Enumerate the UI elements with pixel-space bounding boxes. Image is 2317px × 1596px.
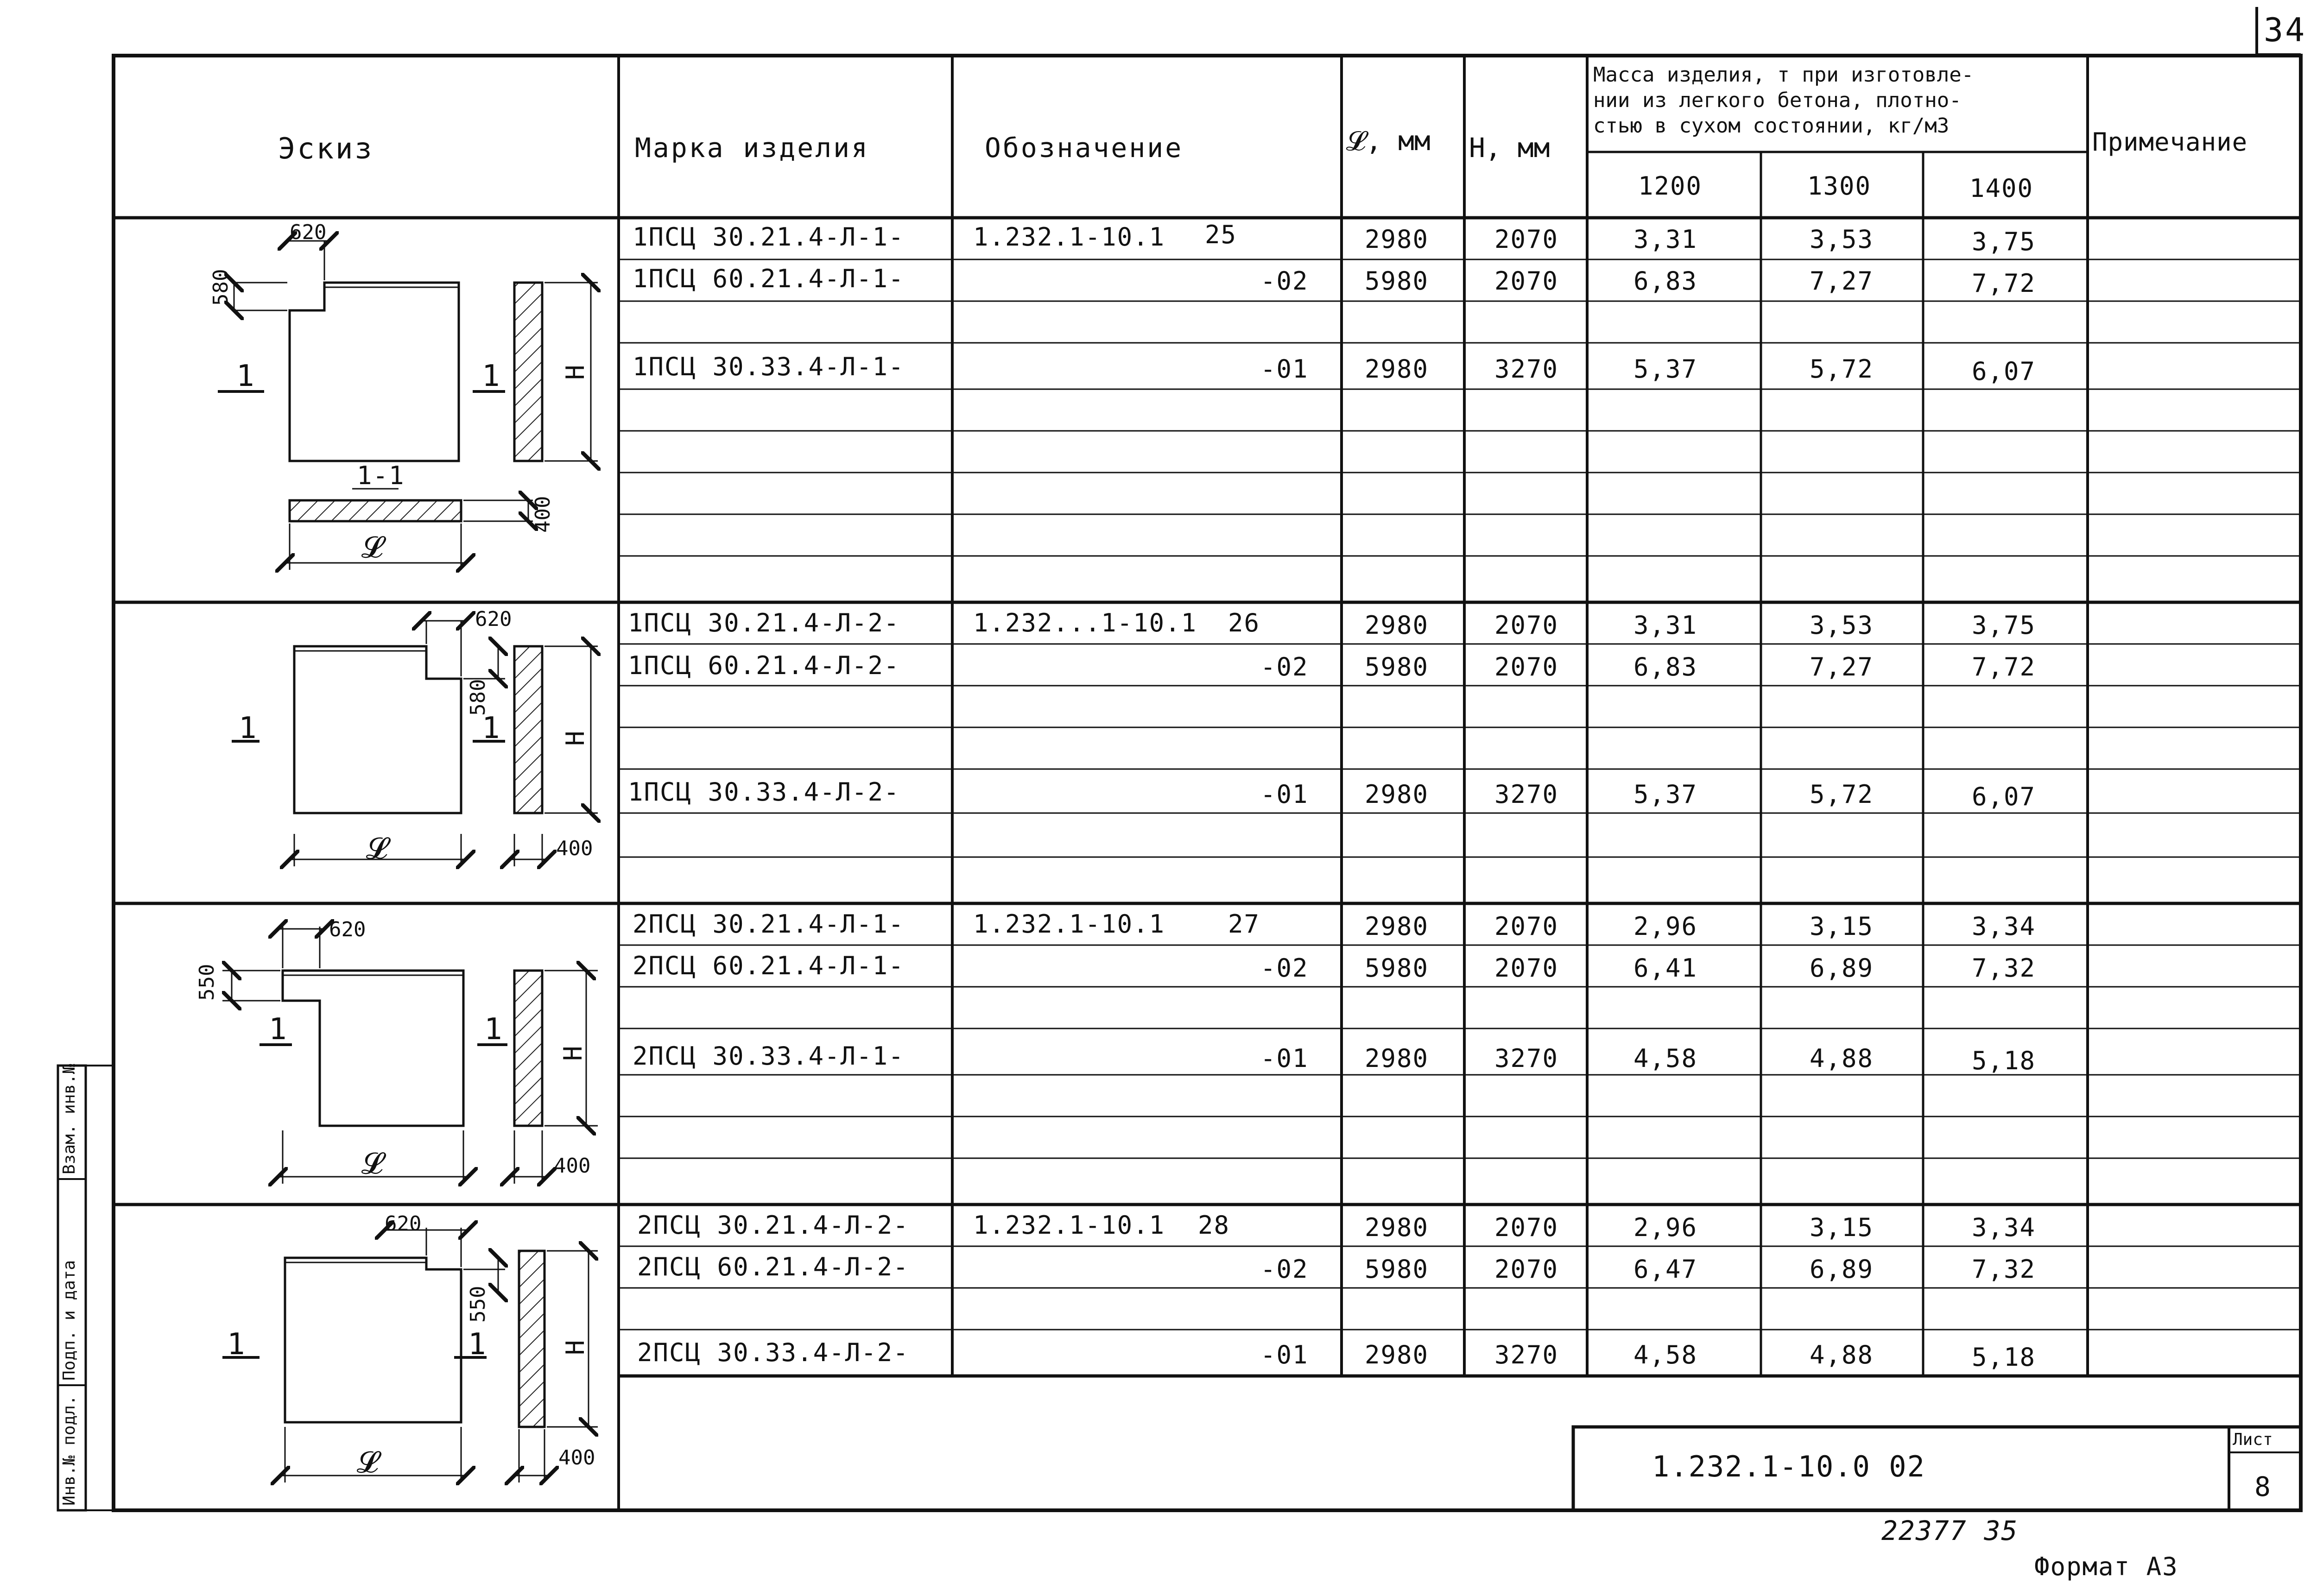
row-mark: 1ПСЦ 60.21.4-Л-2- <box>628 651 900 680</box>
dim-580: 580 <box>466 679 490 716</box>
row-mass-1300: 5,72 <box>1810 354 1874 384</box>
header-density-1300: 1300 <box>1807 171 1872 201</box>
row-sheet-ref: 28 <box>1198 1211 1230 1240</box>
row-mass-1400: 5,18 <box>1972 1343 2036 1372</box>
page-number: 34 <box>2264 11 2307 49</box>
row-length: 2980 <box>1365 225 1429 254</box>
header-designation: Обозначение <box>985 132 1184 164</box>
dim-400: 400 <box>556 837 593 860</box>
sketch-4 <box>222 1228 598 1482</box>
section-mark: 1 <box>468 1327 487 1362</box>
row-length: 5980 <box>1365 1255 1429 1284</box>
row-sheet-ref: 27 <box>1228 909 1260 939</box>
section-mark: 1 <box>482 711 501 745</box>
row-sheet-ref: 26 <box>1228 608 1260 637</box>
height-symbol: Н <box>561 730 590 746</box>
row-mark: 2ПСЦ 30.21.4-Л-2- <box>637 1211 909 1240</box>
row-mass-1400: 5,18 <box>1972 1046 2036 1075</box>
row-height: 3270 <box>1494 1044 1559 1073</box>
row-mass-1300: 7,27 <box>1810 652 1874 681</box>
row-height: 2070 <box>1494 611 1559 640</box>
row-mass-1200: 4,58 <box>1633 1340 1698 1369</box>
row-mass-1300: 7,27 <box>1810 266 1874 296</box>
row-length: 5980 <box>1365 266 1429 296</box>
title-block-sheet-label: Лист <box>2233 1430 2273 1449</box>
row-mass-1200: 6,83 <box>1633 652 1698 681</box>
header-sketch: Эскиз <box>278 132 374 165</box>
row-height: 2070 <box>1494 652 1559 681</box>
row-mass-1300: 6,89 <box>1810 1255 1874 1284</box>
row-height: 2070 <box>1494 1255 1559 1284</box>
row-mark: 2ПСЦ 30.33.4-Л-2- <box>637 1338 909 1367</box>
row-mass-1300: 3,53 <box>1810 225 1874 254</box>
row-length: 2980 <box>1365 354 1429 384</box>
row-mass-1400: 7,32 <box>1972 1255 2036 1284</box>
row-mass-1200: 3,31 <box>1633 225 1698 254</box>
header-mass-title-2: нии из легкого бетона, плотно- <box>1593 88 1962 112</box>
dim-580: 580 <box>209 269 233 306</box>
header-length: 𝓛, мм <box>1346 125 1431 157</box>
row-mass-1200: 3,31 <box>1633 611 1698 640</box>
row-mark: 2ПСЦ 30.33.4-Л-1- <box>633 1041 905 1071</box>
header-mass-title-1: Масса изделия, т при изготовле- <box>1593 63 1974 87</box>
row-mass-1300: 4,88 <box>1810 1340 1874 1369</box>
row-mass-1200: 6,47 <box>1633 1255 1698 1284</box>
row-mass-1200: 5,37 <box>1633 354 1698 384</box>
row-length: 2980 <box>1365 611 1429 640</box>
row-height: 3270 <box>1494 1340 1559 1369</box>
row-mass-1200: 2,96 <box>1633 912 1698 941</box>
row-mass-1300: 6,89 <box>1810 953 1874 983</box>
header-note: Примечание <box>2092 127 2248 157</box>
row-mark: 2ПСЦ 60.21.4-Л-2- <box>637 1252 909 1281</box>
row-length: 2980 <box>1365 1340 1429 1369</box>
dim-550: 550 <box>195 964 219 1001</box>
dim-550: 550 <box>466 1286 490 1323</box>
row-designation: -02 <box>1260 652 1309 681</box>
row-height: 3270 <box>1494 354 1559 384</box>
row-designation: -01 <box>1260 1044 1309 1073</box>
row-mass-1200: 4,58 <box>1633 1044 1698 1073</box>
dim-400: 400 <box>531 496 555 533</box>
row-length: 2980 <box>1365 912 1429 941</box>
dim-400: 400 <box>558 1446 595 1470</box>
section-mark: 1 <box>484 1012 503 1047</box>
row-designation: -01 <box>1260 1340 1309 1369</box>
header-density-1200: 1200 <box>1638 171 1703 201</box>
row-length: 2980 <box>1365 1213 1429 1242</box>
row-mass-1400: 7,72 <box>1972 652 2036 681</box>
length-symbol: 𝓛 <box>366 832 389 866</box>
row-height: 3270 <box>1494 780 1559 809</box>
height-symbol: Н <box>561 364 590 380</box>
row-mass-1400: 3,34 <box>1972 1213 2036 1242</box>
dim-620: 620 <box>290 221 327 244</box>
row-mass-1200: 5,37 <box>1633 780 1698 809</box>
row-height: 2070 <box>1494 1213 1559 1242</box>
section-title: 1-1 <box>357 461 405 490</box>
row-designation: 1.232.1-10.1 <box>973 909 1165 939</box>
stamp-sign-date: Подп. и дата <box>60 1260 79 1381</box>
row-length: 2980 <box>1365 780 1429 809</box>
header-mass-title-3: стью в сухом состоянии, кг/м3 <box>1593 114 1950 138</box>
stamp-replaced-inv: Взам. инв.№ <box>60 1064 79 1174</box>
row-designation: -02 <box>1260 953 1309 983</box>
row-designation: -02 <box>1260 1255 1309 1284</box>
title-block-designation: 1.232.1-10.0 02 <box>1652 1450 1925 1483</box>
row-mass-1400: 3,75 <box>1972 611 2036 640</box>
row-mark: 1ПСЦ 30.21.4-Л-2- <box>628 608 900 637</box>
title-block-sheet-number: 8 <box>2254 1471 2272 1502</box>
dim-400: 400 <box>554 1154 591 1178</box>
order-number: 22377 35 <box>1881 1515 2019 1546</box>
row-mark: 2ПСЦ 60.21.4-Л-1- <box>633 951 905 980</box>
row-mass-1400: 7,72 <box>1972 269 2036 298</box>
row-mass-1200: 2,96 <box>1633 1213 1698 1242</box>
row-mass-1400: 6,07 <box>1972 357 2036 386</box>
row-mass-1400: 7,32 <box>1972 953 2036 983</box>
header-mark: Марка изделия <box>635 132 869 164</box>
height-symbol: Н <box>558 1045 588 1061</box>
section-mark: 1 <box>227 1327 246 1362</box>
row-mass-1400: 3,75 <box>1972 227 2036 256</box>
dim-620: 620 <box>329 918 366 941</box>
row-height: 2070 <box>1494 266 1559 296</box>
row-mass-1300: 3,53 <box>1810 611 1874 640</box>
length-symbol: 𝓛 <box>361 530 384 565</box>
row-mark: 2ПСЦ 30.21.4-Л-1- <box>633 909 905 939</box>
row-designation: -01 <box>1260 780 1309 809</box>
row-length: 5980 <box>1365 652 1429 681</box>
row-mark: 1ПСЦ 60.21.4-Л-1- <box>633 264 905 293</box>
row-designation: -02 <box>1260 266 1309 296</box>
row-mark: 1ПСЦ 30.33.4-Л-2- <box>628 777 900 807</box>
row-mass-1400: 6,07 <box>1972 782 2036 811</box>
row-height: 2070 <box>1494 953 1559 983</box>
stamp-inv-orig: Инв.№ подл. <box>60 1395 79 1506</box>
section-mark: 1 <box>269 1012 288 1047</box>
row-mark: 1ПСЦ 30.33.4-Л-1- <box>633 352 905 381</box>
row-mass-1200: 6,41 <box>1633 953 1698 983</box>
row-sheet-ref: 25 <box>1205 220 1237 249</box>
row-mass-1400: 3,34 <box>1972 912 2036 941</box>
length-symbol: 𝓛 <box>357 1445 380 1480</box>
row-designation: 1.232.1-10.1 <box>973 1211 1165 1240</box>
sketch-3 <box>222 927 598 1184</box>
row-mass-1300: 3,15 <box>1810 1213 1874 1242</box>
row-height: 2070 <box>1494 912 1559 941</box>
header-height: Н, мм <box>1469 132 1550 164</box>
height-symbol: Н <box>561 1339 590 1355</box>
row-mass-1300: 4,88 <box>1810 1044 1874 1073</box>
row-designation: 1.232.1-10.1 <box>973 222 1165 252</box>
row-length: 2980 <box>1365 1044 1429 1073</box>
format-label: Формат А3 <box>2034 1552 2178 1581</box>
length-symbol: 𝓛 <box>361 1147 384 1181</box>
dim-620: 620 <box>475 607 512 631</box>
row-mass-1300: 5,72 <box>1810 780 1874 809</box>
row-designation: 1.232...1-10.1 <box>973 608 1197 637</box>
dim-620: 620 <box>385 1212 422 1236</box>
section-mark: 1 <box>236 359 255 393</box>
row-length: 5980 <box>1365 953 1429 983</box>
section-mark: 1 <box>239 711 258 745</box>
row-mass-1200: 6,83 <box>1633 266 1698 296</box>
sketch-2 <box>232 621 598 866</box>
row-mass-1300: 3,15 <box>1810 912 1874 941</box>
row-height: 2070 <box>1494 225 1559 254</box>
header-density-1400: 1400 <box>1969 174 2034 203</box>
row-mark: 1ПСЦ 30.21.4-Л-1- <box>633 222 905 252</box>
section-mark: 1 <box>482 359 501 393</box>
row-designation: -01 <box>1260 354 1309 384</box>
